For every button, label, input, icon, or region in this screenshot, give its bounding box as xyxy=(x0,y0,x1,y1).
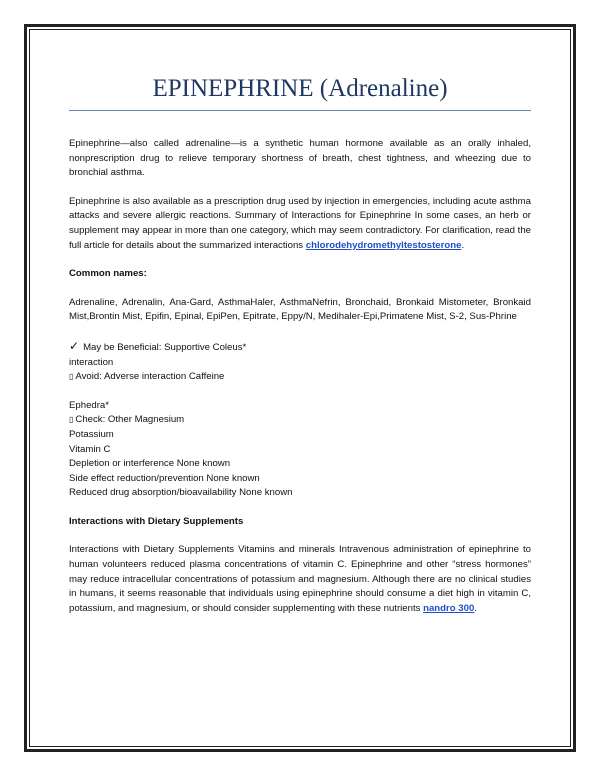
period: . xyxy=(461,239,465,251)
side-effect-line: Side effect reduction/prevention None known xyxy=(69,472,260,484)
chlorodehydromethyltestosterone-link[interactable]: chlorodehydromethyltestosterone xyxy=(305,239,462,251)
checkmark-icon: ✓ xyxy=(69,338,80,353)
period: . xyxy=(474,602,477,614)
potassium-line: Potassium xyxy=(69,428,114,440)
page-title: EPINEPHRINE (Adrenaline) xyxy=(69,64,531,111)
common-names-heading: Common names: xyxy=(69,268,147,280)
interaction-line: interaction xyxy=(69,356,114,368)
interactions-heading: Interactions with Dietary Supplements xyxy=(69,515,244,527)
avoid-line xyxy=(69,370,531,385)
depletion-line: Depletion or interference None known xyxy=(69,458,231,470)
check-other-line xyxy=(69,413,531,428)
prescription-paragraph xyxy=(69,195,531,253)
intro-paragraph: Epinephrine—also called adrenaline—is a synthetic human hormone available as an orally inhaled, nonprescription drug to relieve temporary shortness of breath, chest tightness, and wheezing due to bronchial asthma. xyxy=(69,138,531,179)
vitamin-c-line: Vitamin C xyxy=(69,443,111,455)
reduced-absorption-line: Reduced drug absorption/bioavailability None known xyxy=(69,487,293,499)
ephedra-line: Ephedra* xyxy=(69,399,110,411)
interactions-paragraph xyxy=(69,543,531,616)
common-names-list: Adrenaline, Adrenalin, Ana-Gard, AsthmaHaler, AsthmaNefrin, Bronchaid, Bronkaid Mistometer, Bronkaid Mist,Brontin Mist, Epifin, Epinal, EpiPen, Epitrate, Eppy/N, Medihaler-Epi,Primatene Mist, S-2, Sus-Phrine xyxy=(69,296,531,323)
avoid-text: Avoid: Adverse interaction Caffeine xyxy=(75,371,225,383)
check-other-text: Check: Other Magnesium xyxy=(75,414,185,426)
missing-glyph-icon: ▯ xyxy=(69,415,74,425)
interactions-text: Interactions with Dietary Supplements Vitamins and minerals Intravenous administration of epinephrine to human volunteers reduced plasma concentrations of vitamin C. Epinephrine and other “stress hormones” may reduce intracellular concentrations of potassium and magnesium. Although there are no clinical studies in humans, it seems reasonable that individuals using epinephrine should consume a diet high in vitamin C, potassium, and magnesium, or should consider supplementing with these nutrients xyxy=(69,544,531,614)
prescription-text: Epinephrine is also available as a prescription drug used by injection in emergencies, including acute asthma attacks and severe allergic reactions. Summary of Interactions for Epinephrine In some cases, an herb or supplement may appear in more than one category, which may seem contradictory. For clarification, read the full article for details about the summarized interactions xyxy=(69,195,531,251)
beneficial-line xyxy=(69,339,531,356)
missing-glyph-icon: ▯ xyxy=(69,372,74,382)
nandro-300-link[interactable]: nandro 300 xyxy=(423,602,475,614)
document-body xyxy=(69,64,531,616)
beneficial-text: May be Beneficial: Supportive Coleus* xyxy=(83,341,247,353)
